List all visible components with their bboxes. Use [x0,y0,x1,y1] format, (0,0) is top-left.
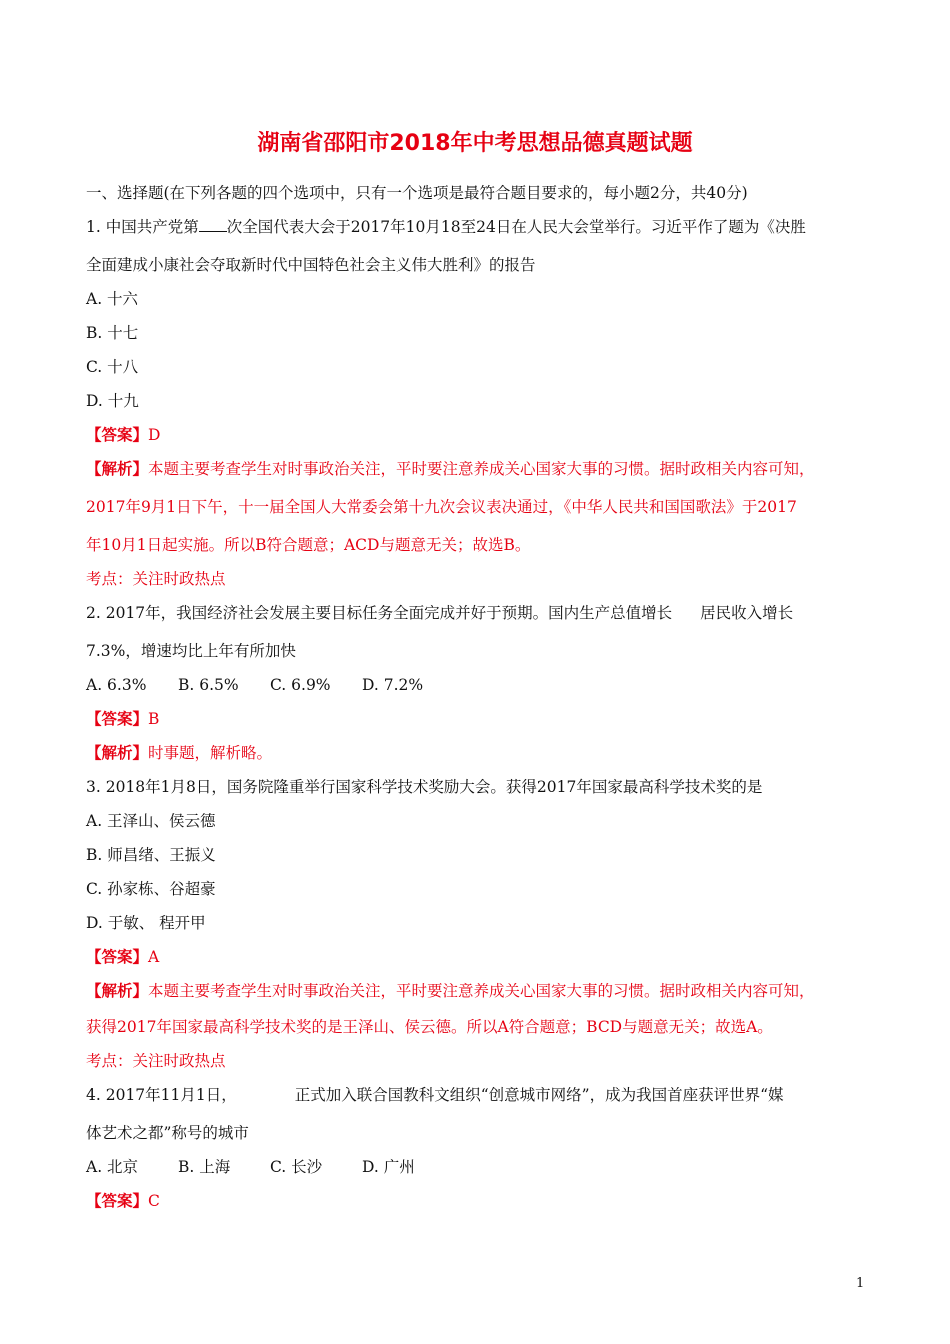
q2-answer-value: B [148,710,160,728]
q3-analysis-line-2: 获得2017年国家最高科学技术奖的是王泽山、侯云德。所以A符合题意；BCD与题意无关；故选A。 [86,1018,773,1036]
q4-option-c: C. 长沙 [270,1158,323,1176]
q2-option-c: C. 6.9% [270,676,331,694]
q1-stem-b: 次全国代表大会于2017年10月18至24日在人民大会堂举行。习近平作了题为《决胜 [226,218,806,236]
q1-analysis-line-1 [86,458,815,480]
q3-option-a: A. 王泽山、侯云德 [86,812,216,830]
q1-kaodian: 考点：关注时政热点 [86,570,226,588]
q2-option-b: B. 6.5% [178,676,239,694]
q4-option-b: B. 上海 [178,1158,231,1176]
q4-option-d: D. 广州 [362,1158,415,1176]
q1-analysis-line-3: 年10月1日起实施。所以B符合题意；ACD与题意无关；故选B。 [86,536,531,554]
q3-analysis-1: 本题主要考查学生对时事政治关注，平时要注意养成关心国家大事的习惯。据时政相关内容可知， [148,982,815,1000]
q3-kaodian: 考点：关注时政热点 [86,1052,226,1070]
q2-answer: 【答案】B [86,710,160,728]
q2-analysis-text: 时事题，解析略。 [148,744,273,762]
q4-stem-line-2: 体艺术之都”称号的城市 [86,1124,249,1142]
q2-options [86,674,423,696]
q4-stem-b: 正式加入联合国教科文组织“创意城市网络”，成为我国首座获评世界“媒 [294,1086,784,1104]
q3-stem: 3. 2018年1月8日，国务院隆重举行国家科学技术奖励大会。获得2017年国家最高科学技术奖的是 [86,778,763,796]
q1-analysis-line-2: 2017年9月1日下午，十一届全国人大常委会第十九次会议表决通过，《中华人民共和国国歌法》于2017 [86,498,797,516]
q4-options [86,1156,415,1178]
q1-stem-a: 1. 中国共产党第 [86,218,199,236]
q1-answer [86,424,160,446]
q1-option-c: C. 十八 [86,358,139,376]
q2-analysis: 【解析】时事题，解析略。 [86,744,273,762]
section-header: 一、选择题(在下列各题的四个选项中，只有一个选项是最符合题目要求的，每小题2分，共40分) [86,184,748,202]
q2-option-a: A. 6.3% [86,676,147,694]
q4-answer: 【答案】C [86,1192,160,1210]
q1-option-d: D. 十九 [86,392,139,410]
page-number: 1 [856,1276,865,1291]
q2-option-d: D. 7.2% [362,676,424,694]
q1-stem-line-1 [86,216,806,238]
q2-stem-b: 居民收入增长 [700,604,794,622]
q1-answer-value: D [148,426,161,444]
q2-stem-a: 2. 2017年，我国经济社会发展主要目标任务全面完成并好于预期。国内生产总值增长 [86,604,673,622]
q4-stem-a: 4. 2017年11月1日， [86,1086,237,1104]
q3-answer-value: A [148,948,160,966]
q3-answer: 【答案】A [86,948,160,966]
q4-option-a: A. 北京 [86,1158,139,1176]
answer-tag: 【答案】 [86,426,149,444]
q3-option-d: D. 于敏、 程开甲 [86,914,206,932]
q3-option-c: C. 孙家栋、谷超豪 [86,880,216,898]
q3-analysis-line-1: 【解析】本题主要考查学生对时事政治关注，平时要注意养成关心国家大事的习惯。据时政相关内容可知， [86,982,815,1000]
q2-stem-line-2: 7.3%，增速均比上年有所加快 [86,642,296,660]
q4-stem-line-1 [86,1084,784,1106]
analysis-tag: 【解析】 [86,460,149,478]
q1-analysis-1: 本题主要考查学生对时事政治关注，平时要注意养成关心国家大事的习惯。据时政相关内容可知， [148,460,815,478]
q2-stem-line-1 [86,602,793,624]
q1-option-b: B. 十七 [86,324,139,342]
q3-option-b: B. 师昌绪、王振义 [86,846,216,864]
q1-stem-line-2: 全面建成小康社会夺取新时代中国特色社会主义伟大胜利》的报告 [86,256,536,274]
q4-answer-value: C [148,1192,160,1210]
q1-blank [199,217,227,232]
q1-option-a: A. 十六 [86,290,139,308]
page-title: 湖南省邵阳市2018年中考思想品德真题试题 [257,131,693,156]
